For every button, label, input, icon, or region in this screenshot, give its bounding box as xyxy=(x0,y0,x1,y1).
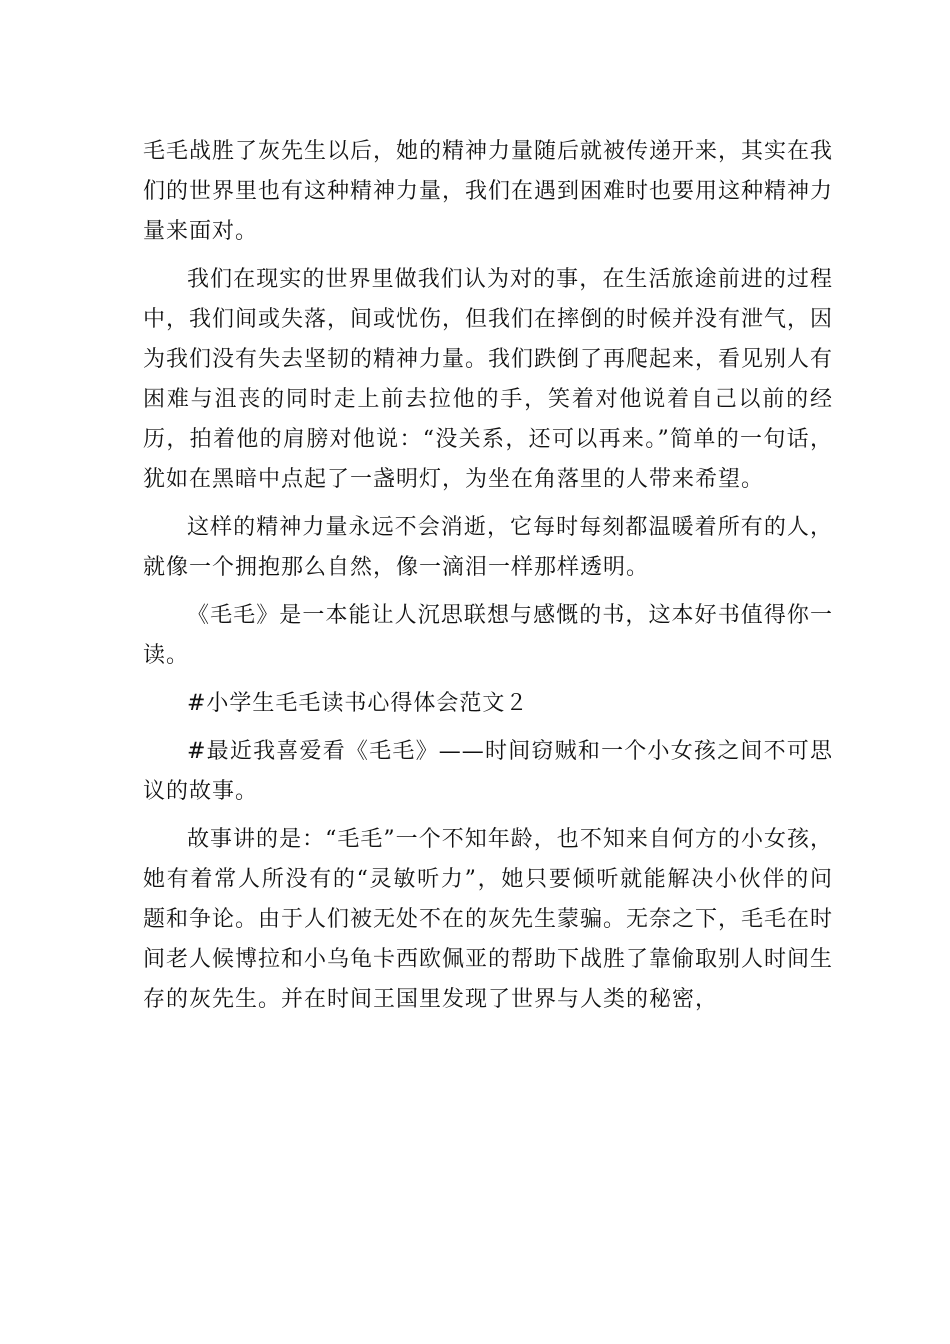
document-body xyxy=(143,132,833,1028)
paragraph-4: 《毛毛》是一本能让人沉思联想与感慨的书，这本好书值得你一读。 xyxy=(143,603,833,668)
paragraph-2: 我们在现实的世界里做我们认为对的事，在生活旅途前进的过程中，我们间或失落，间或忧伤，但我们在摔倒的时候并没有泄气，因为我们没有失去坚韧的精神力量。我们跌倒了再爬起来，看见别人有困难与沮丧的同时走上前去拉他的手，笑着对他说着自己以前的经历，拍着他的肩膀对他说：“没关系，还可以再来。”简单的一句话，犹如在黑暗中点起了一盏明灯，为坐在角落里的人带来希望。 xyxy=(143,267,834,492)
paragraph-5: #最近我喜爱看《毛毛》——时间窃贼和一个小女孩之间不可思议的故事。 xyxy=(143,739,833,804)
section-heading: #小学生毛毛读书心得体会范文２ xyxy=(187,691,529,716)
paragraph-1: 毛毛战胜了灰先生以后，她的精神力量随后就被传递开来，其实在我们的世界里也有这种精神力量，我们在遇到困难时也要用这种精神力量来面对。 xyxy=(143,139,834,244)
paragraph-6: 故事讲的是：“毛毛”一个不知年龄，也不知来自何方的小女孩，她有着常人所没有的“灵敏听力”，她只要倾听就能解决小伙伴的问题和争论。由于人们被无处不在的灰先生蒙骗。无奈之下，毛毛在时间老人候博拉和小乌龟卡西欧佩亚的帮助下战胜了靠偷取别人时间生存的灰先生。并在时间王国里发现了世界与人类的秘密， xyxy=(143,827,834,1012)
paragraph-3: 这样的精神力量永远不会消逝，它每时每刻都温暖着所有的人，就像一个拥抱那么自然，像一滴泪一样那样透明。 xyxy=(143,515,833,580)
